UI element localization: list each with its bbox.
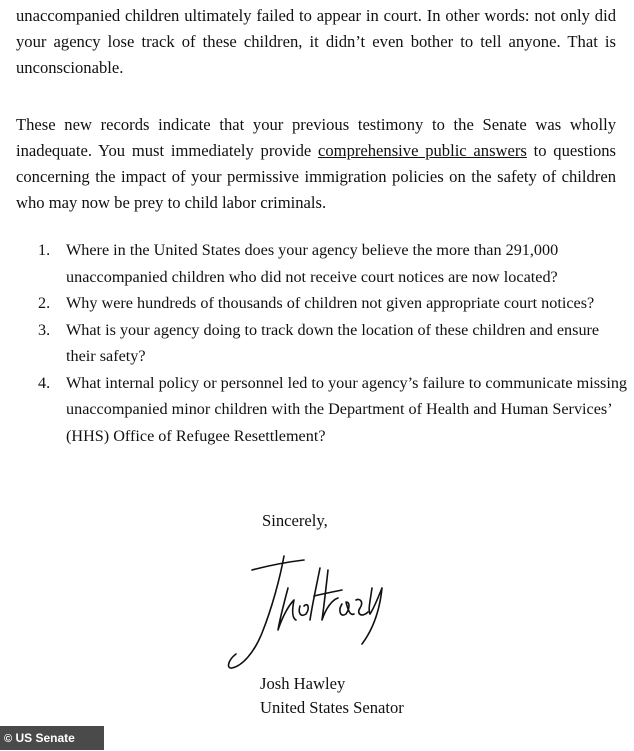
comprehensive-answers-underlined: comprehensive public answers	[318, 141, 527, 160]
question-text: What is your agency doing to track down the location of these children and ensure their safety?	[66, 320, 600, 365]
question-item	[38, 317, 628, 370]
signer-name: Josh Hawley	[260, 674, 346, 693]
question-number: 3.	[38, 320, 51, 339]
closing-salutation: Sincerely,	[262, 511, 328, 530]
question-text: Why were hundreds of thousands of children not given appropriate court notices?	[66, 294, 595, 312]
question-number: 1.	[38, 241, 51, 259]
question-list	[38, 237, 628, 449]
image-credit	[0, 726, 104, 750]
paragraph-1: unaccompanied children ultimately failed to appear in court. In other words: not only did your agency lose track of these children, it didn’t even bother to tell anyone. That is unconscionable.	[16, 6, 616, 77]
question-item	[38, 237, 628, 290]
question-text: What internal policy or personnel led to your agency’s failure to communicate missing unaccompanied minor children with the Department of Health and Human Services’ (HHS) Office of Refugee Resettlement?	[66, 373, 628, 445]
paragraph-2	[16, 112, 616, 216]
question-number: 4.	[38, 373, 51, 392]
paragraph-2-end: to questions concerning the impact of your permissive immigration policies on the safety of children who may now be prey to child labor criminals.	[16, 141, 616, 212]
paragraph-2-start: These new records indicate that your previous testimony to the Senate was wholly inadequate. You must immediately provide	[16, 115, 616, 160]
question-item	[38, 370, 628, 450]
question-text: Where in the United States does your agency believe the more than 291,000 unaccompanied children who did not receive court notices are now located?	[66, 241, 559, 286]
signer-title: United States Senator	[260, 698, 404, 717]
question-item	[38, 290, 628, 317]
question-number: 2.	[38, 294, 51, 312]
signer-block	[260, 672, 404, 720]
copyright-icon: ©	[4, 733, 13, 745]
signature-image	[222, 548, 402, 673]
credit-text: US Senate	[15, 731, 75, 745]
